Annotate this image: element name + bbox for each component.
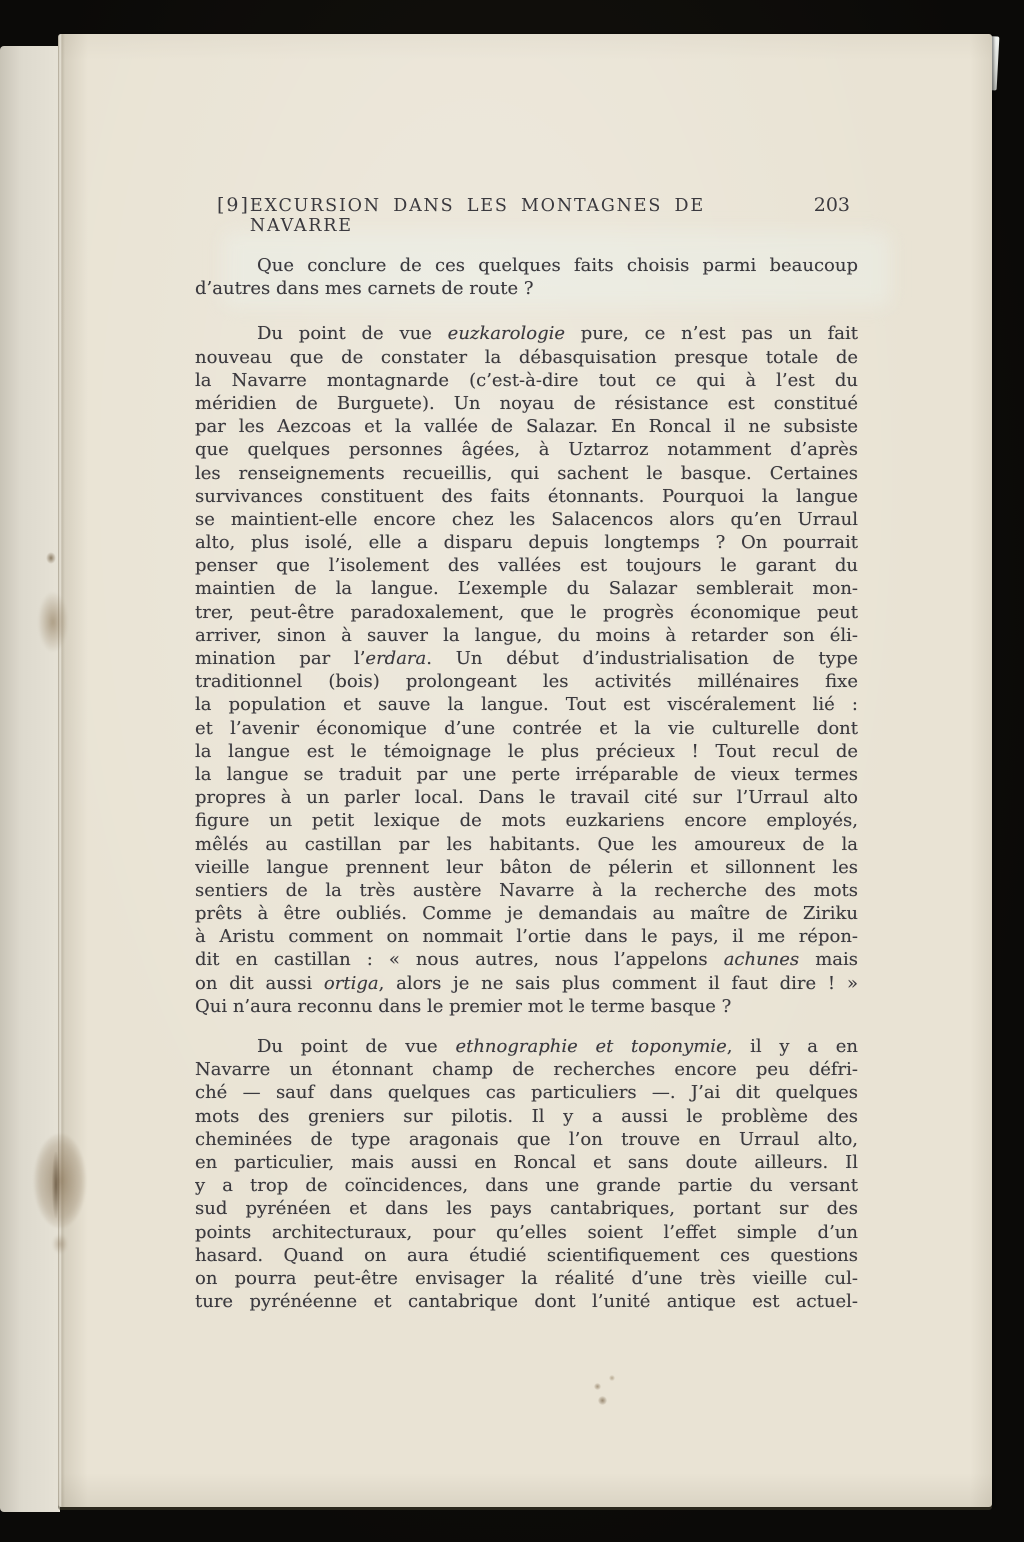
text-line	[195, 254, 858, 277]
italic-term: ortiga	[323, 972, 379, 994]
text-line	[195, 577, 858, 600]
text-line	[195, 462, 858, 485]
ink-speck	[598, 1396, 607, 1405]
text-run: , alors je ne sais plus comment il faut dire ! »	[378, 972, 858, 994]
paragraph-2	[195, 322, 858, 1018]
text-run: nouveau que de constater la débasquisation presque totale de	[195, 346, 858, 368]
text-line	[195, 995, 858, 1018]
stain	[34, 1134, 86, 1228]
text-run: sud pyrénéen et dans les pays cantabriques, portant sur des	[195, 1198, 858, 1220]
text-line	[195, 485, 858, 508]
text-run: y a trop de coïncidences, dans une grande partie du versant	[195, 1175, 858, 1197]
text-run: on pourra peut-être envisager la réalité d’une très vieille cul-	[195, 1267, 858, 1289]
text-run: survivances constituent des faits étonnants. Pourquoi la langue	[195, 485, 858, 507]
text-line	[195, 508, 858, 531]
text-run: dit en castillan : « nous autres, nous l’appelons	[195, 949, 724, 971]
text-line	[195, 1267, 858, 1290]
text-run: mination par l’	[195, 648, 366, 669]
text-line	[195, 1151, 858, 1174]
italic-term: ethnographie et toponymie	[455, 1036, 727, 1057]
italic-term: erdara	[365, 648, 427, 669]
text-run: les renseignements recueillis, qui sachent le basque. Certaines	[195, 462, 858, 484]
text-line	[195, 624, 858, 647]
text-run: ture pyrénéenne et cantabrique dont l’unité antique est actuel-	[195, 1291, 858, 1313]
header-section-number: [9]	[217, 194, 250, 216]
text-line	[195, 1128, 858, 1151]
text-run: cheminées de type aragonais que l’on trouve en Urraul alto,	[195, 1128, 858, 1150]
text-line	[195, 717, 858, 740]
text-run: mots des greniers sur pilotis. Il y a aussi le problème des	[195, 1105, 858, 1127]
text-line	[195, 693, 858, 716]
text-run: Du point de vue	[257, 323, 448, 345]
text-run: arriver, sinon à sauver la langue, du moins à retarder son éli-	[195, 624, 858, 646]
text-line	[195, 670, 858, 693]
stain	[46, 552, 56, 564]
paragraph-1	[195, 254, 858, 300]
text-run: Que conclure de ces quelques faits choisis parmi beaucoup	[257, 255, 858, 276]
text-run: la langue se traduit par une perte irréparable de vieux termes	[195, 763, 858, 785]
text-line	[195, 948, 858, 971]
text-run: trer, peut-être paradoxalement, que le progrès économique peut	[195, 601, 858, 623]
text-line	[195, 322, 858, 345]
text-run: propres à un parler local. Dans le travail cité sur l’Urraul alto	[195, 787, 858, 809]
text-run: par les Aezcoas et la vallée de Salazar. En Roncal il ne subsiste	[195, 416, 858, 438]
text-run: la population et sauve la langue. Tout est viscéralement lié :	[195, 694, 858, 716]
text-line	[195, 392, 858, 415]
page-header	[195, 194, 858, 236]
text-line	[195, 1174, 858, 1197]
header-title: EXCURSION DANS LES MONTAGNES DE NAVARRE	[249, 196, 705, 236]
text-line	[195, 415, 858, 438]
text-run: on dit aussi	[195, 972, 324, 994]
header-page-number: 203	[813, 194, 850, 216]
stain	[38, 592, 68, 652]
text-line	[195, 786, 858, 809]
text-run: pure, ce n’est pas un fait	[565, 323, 858, 345]
text-line	[195, 1105, 858, 1128]
text-run: mêlés au castillan par les habitants. Que les amoureux de la	[195, 833, 858, 855]
text-run: Qui n’aura reconnu dans le premier mot le terme basque ?	[195, 995, 732, 1017]
text-line	[195, 1035, 858, 1058]
text-line	[195, 1290, 858, 1313]
italic-term: achunes	[723, 949, 800, 971]
text-run: d’autres dans mes carnets de route ?	[195, 278, 534, 300]
text-line	[195, 1244, 858, 1267]
text-line	[195, 1081, 858, 1104]
gutter-crease	[58, 34, 65, 1507]
ink-speck	[609, 1375, 615, 1381]
text-line	[195, 531, 858, 554]
text-run: Navarre un étonnant champ de recherches encore peu défri-	[195, 1059, 858, 1081]
text-line	[195, 809, 858, 832]
gutter-facing-page	[0, 46, 60, 1512]
text-line	[195, 763, 858, 786]
text-line	[195, 438, 858, 461]
text-run: figure un petit lexique de mots euzkariens encore employés,	[195, 810, 858, 832]
text-line	[195, 856, 858, 879]
text-line	[195, 1197, 858, 1220]
text-run: en particulier, mais aussi en Roncal et sans doute ailleurs. Il	[195, 1151, 858, 1173]
text-line	[195, 601, 858, 624]
text-line	[195, 972, 858, 995]
stain	[52, 1234, 68, 1254]
body-text	[195, 254, 858, 1313]
text-line	[195, 647, 858, 670]
text-line	[195, 369, 858, 392]
text-run: hasard. Quand on aura étudié scientifiquement ces questions	[195, 1244, 858, 1266]
text-run: penser que l’isolement des vallées est toujours le garant du	[195, 555, 858, 577]
text-run: se maintient-elle encore chez les Salacencos alors qu’en Urraul	[195, 508, 858, 530]
text-line	[195, 346, 858, 369]
text-run: prêts à être oubliés. Comme je demandais au maître de Ziriku	[195, 903, 858, 925]
text-run: , il y a en	[726, 1036, 858, 1057]
text-line	[195, 740, 858, 763]
text-line	[195, 925, 858, 948]
text-run: que quelques personnes âgées, à Uztarroz notamment d’après	[195, 439, 858, 461]
text-run: et l’avenir économique d’une contrée et la vie culturelle dont	[195, 717, 858, 739]
text-run: alto, plus isolé, elle a disparu depuis longtemps ? On pourrait	[195, 532, 858, 554]
ink-speck	[594, 1383, 601, 1390]
text-run: maintien de la langue. L’exemple du Salazar semblerait mon-	[195, 578, 858, 600]
text-line	[195, 902, 858, 925]
text-run: Du point de vue	[257, 1036, 456, 1057]
text-run: mais	[799, 949, 858, 971]
text-run: la Navarre montagnarde (c’est-à-dire tout ce qui à l’est du	[195, 369, 858, 391]
text-line	[195, 1221, 858, 1244]
text-run: traditionnel (bois) prolongeant les activités millénaires fixe	[195, 671, 858, 693]
text-run: vieille langue prennent leur bâton de pélerin et sillonnent les	[195, 856, 858, 878]
text-run: points architecturaux, pour qu’elles soient l’effet simple d’un	[195, 1221, 858, 1243]
text-run: à Aristu comment on nommait l’ortie dans le pays, il me répon-	[195, 926, 858, 948]
text-line	[195, 1058, 858, 1081]
text-run: ché — sauf dans quelques cas particuliers —. J’ai dit quelques	[195, 1082, 858, 1104]
text-run: sentiers de la très austère Navarre à la recherche des mots	[195, 879, 858, 901]
book-page	[58, 34, 992, 1507]
text-line	[195, 554, 858, 577]
text-run: la langue est le témoignage le plus précieux ! Tout recul de	[195, 740, 858, 762]
text-line	[195, 277, 858, 300]
stain	[52, 1152, 60, 1218]
paragraph-3	[195, 1035, 858, 1313]
text-run: . Un début d’industrialisation de type	[426, 648, 858, 669]
text-run: méridien de Burguete). Un noyau de résistance est constitué	[195, 392, 858, 414]
text-line	[195, 833, 858, 856]
italic-term: euzkarologie	[447, 323, 566, 345]
text-line	[195, 879, 858, 902]
